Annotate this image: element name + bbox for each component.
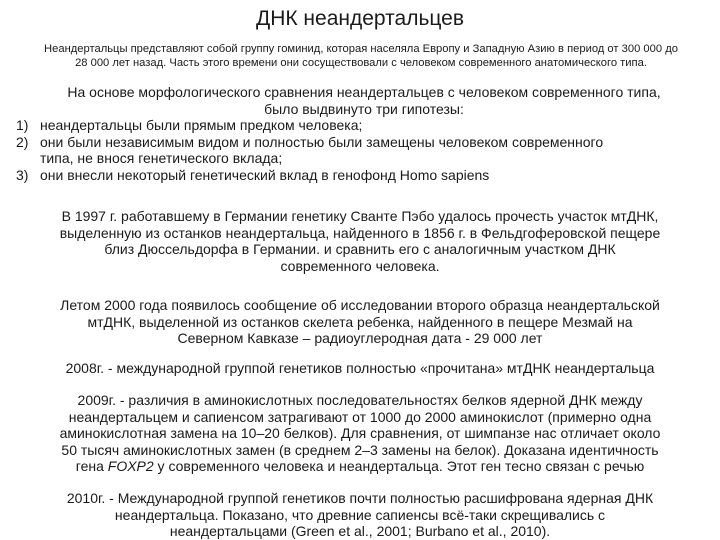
hypothesis-item-3: [16, 167, 712, 184]
paragraph-2008-line-1: 2008г. - международной группой генетиков полностью «прочитана» мтДНК неандертальца: [65, 360, 655, 376]
intro-line-1: Неандертальцы представляют собой группу гоминид, которая населяла Европу и Западную Азию в период от 300 000 до: [44, 43, 678, 55]
paragraph-2009-line-1: 2009г. - различия в аминокислотных последовательностях белков ядерной ДНК между: [77, 392, 643, 408]
hypotheses-lead-line-2: было выдвинуто три гипотезы:: [264, 100, 464, 117]
paragraph-2009-line-2: неандертальцем и сапиенсом затрагивают от 1000 до 2000 аминокислот (примерно одна: [68, 408, 652, 425]
paragraph-2010-line-1: 2010г. - Международной группой генетиков почти полностью расшифрована ядерная ДНК: [66, 490, 654, 506]
intro-line-2: 28 000 лет назад. Часть этого времени они сосуществовали с человеком современного анатомического типа.: [75, 57, 647, 69]
paragraph-2000: [10, 297, 710, 347]
paragraph-2000-line-2: мтДНК, выделенной из останков скелета ребенка, найденного в пещере Мезмай на: [87, 313, 633, 330]
hypothesis-item-2: [16, 134, 712, 167]
paragraph-2009: [10, 392, 710, 475]
hypotheses-block: [16, 84, 712, 183]
paragraph-2009-line-3: аминокислотная замена на 10–20 белков). Для сравнения, от шимпанзе нас отличает около: [59, 425, 661, 441]
paragraph-2009-line-4: 50 тысяч аминокислотных замен (в среднем 2–3 замены на белок). Доказана идентичность: [61, 441, 659, 458]
paragraph-2010: [10, 490, 710, 540]
paragraph-1997-line-3: близ Дюссельдорфа в Германии. и сравнить его с аналогичным участком ДНК: [104, 241, 616, 257]
hypothesis-number: 2): [16, 133, 29, 150]
gene-name-foxp2: FOXP2: [107, 458, 154, 474]
hypotheses-lead: [16, 84, 712, 117]
paragraph-2009-line-5: [10, 458, 710, 475]
paragraph-1997-line-1: В 1997 г. работавшему в Германии генетику Сванте Пэбо удалось прочесть участок мтДНК,: [61, 208, 659, 224]
page-title: ДНК неандертальцев: [255, 7, 465, 30]
hypothesis-text: они внесли некоторый генетический вклад в генофонд Homo sapiens: [40, 166, 490, 183]
paragraph-2010-line-3: неандертальцами (Green et al., 2001; Burbano et al., 2010).: [169, 523, 551, 539]
intro-text: [22, 42, 700, 70]
hypothesis-text-cont: типа, не внося генетического вклада;: [40, 150, 283, 166]
gene-text-before: гена: [75, 458, 108, 474]
paragraph-2010-line-2: неандертальца. Показано, что древние сапиенсы всё-таки скрещивались с: [114, 506, 606, 523]
paragraph-1997-line-4: современного человека.: [280, 257, 440, 274]
hypothesis-number: 1): [16, 117, 29, 133]
paragraph-2008: [10, 360, 710, 377]
paragraph-1997: [10, 208, 710, 274]
hypothesis-text: они были независимым видом и полностью были замещены человеком современного: [40, 133, 604, 150]
paragraph-2000-line-3: Северном Кавказе – радиоуглеродная дата - 29 000 лет: [177, 330, 543, 346]
hypotheses-list: [16, 117, 712, 183]
hypothesis-text: неандертальцы были прямым предком человека;: [40, 117, 363, 133]
gene-text-after: у современного человека и неандертальца. Этот ген тесно связан с речью: [153, 458, 645, 474]
paragraph-1997-line-2: выделенную из останков неандертальца, найденного в 1856 г. в Фельдгоферовской пещере: [59, 224, 661, 241]
hypotheses-lead-line-1: На основе морфологического сравнения неандертальцев с человеком современного типа,: [67, 84, 661, 100]
hypothesis-number: 3): [16, 166, 29, 183]
paragraph-2000-line-1: Летом 2000 года появилось сообщение об исследовании второго образца неандертальской: [60, 297, 660, 313]
hypothesis-item-1: [16, 117, 712, 134]
